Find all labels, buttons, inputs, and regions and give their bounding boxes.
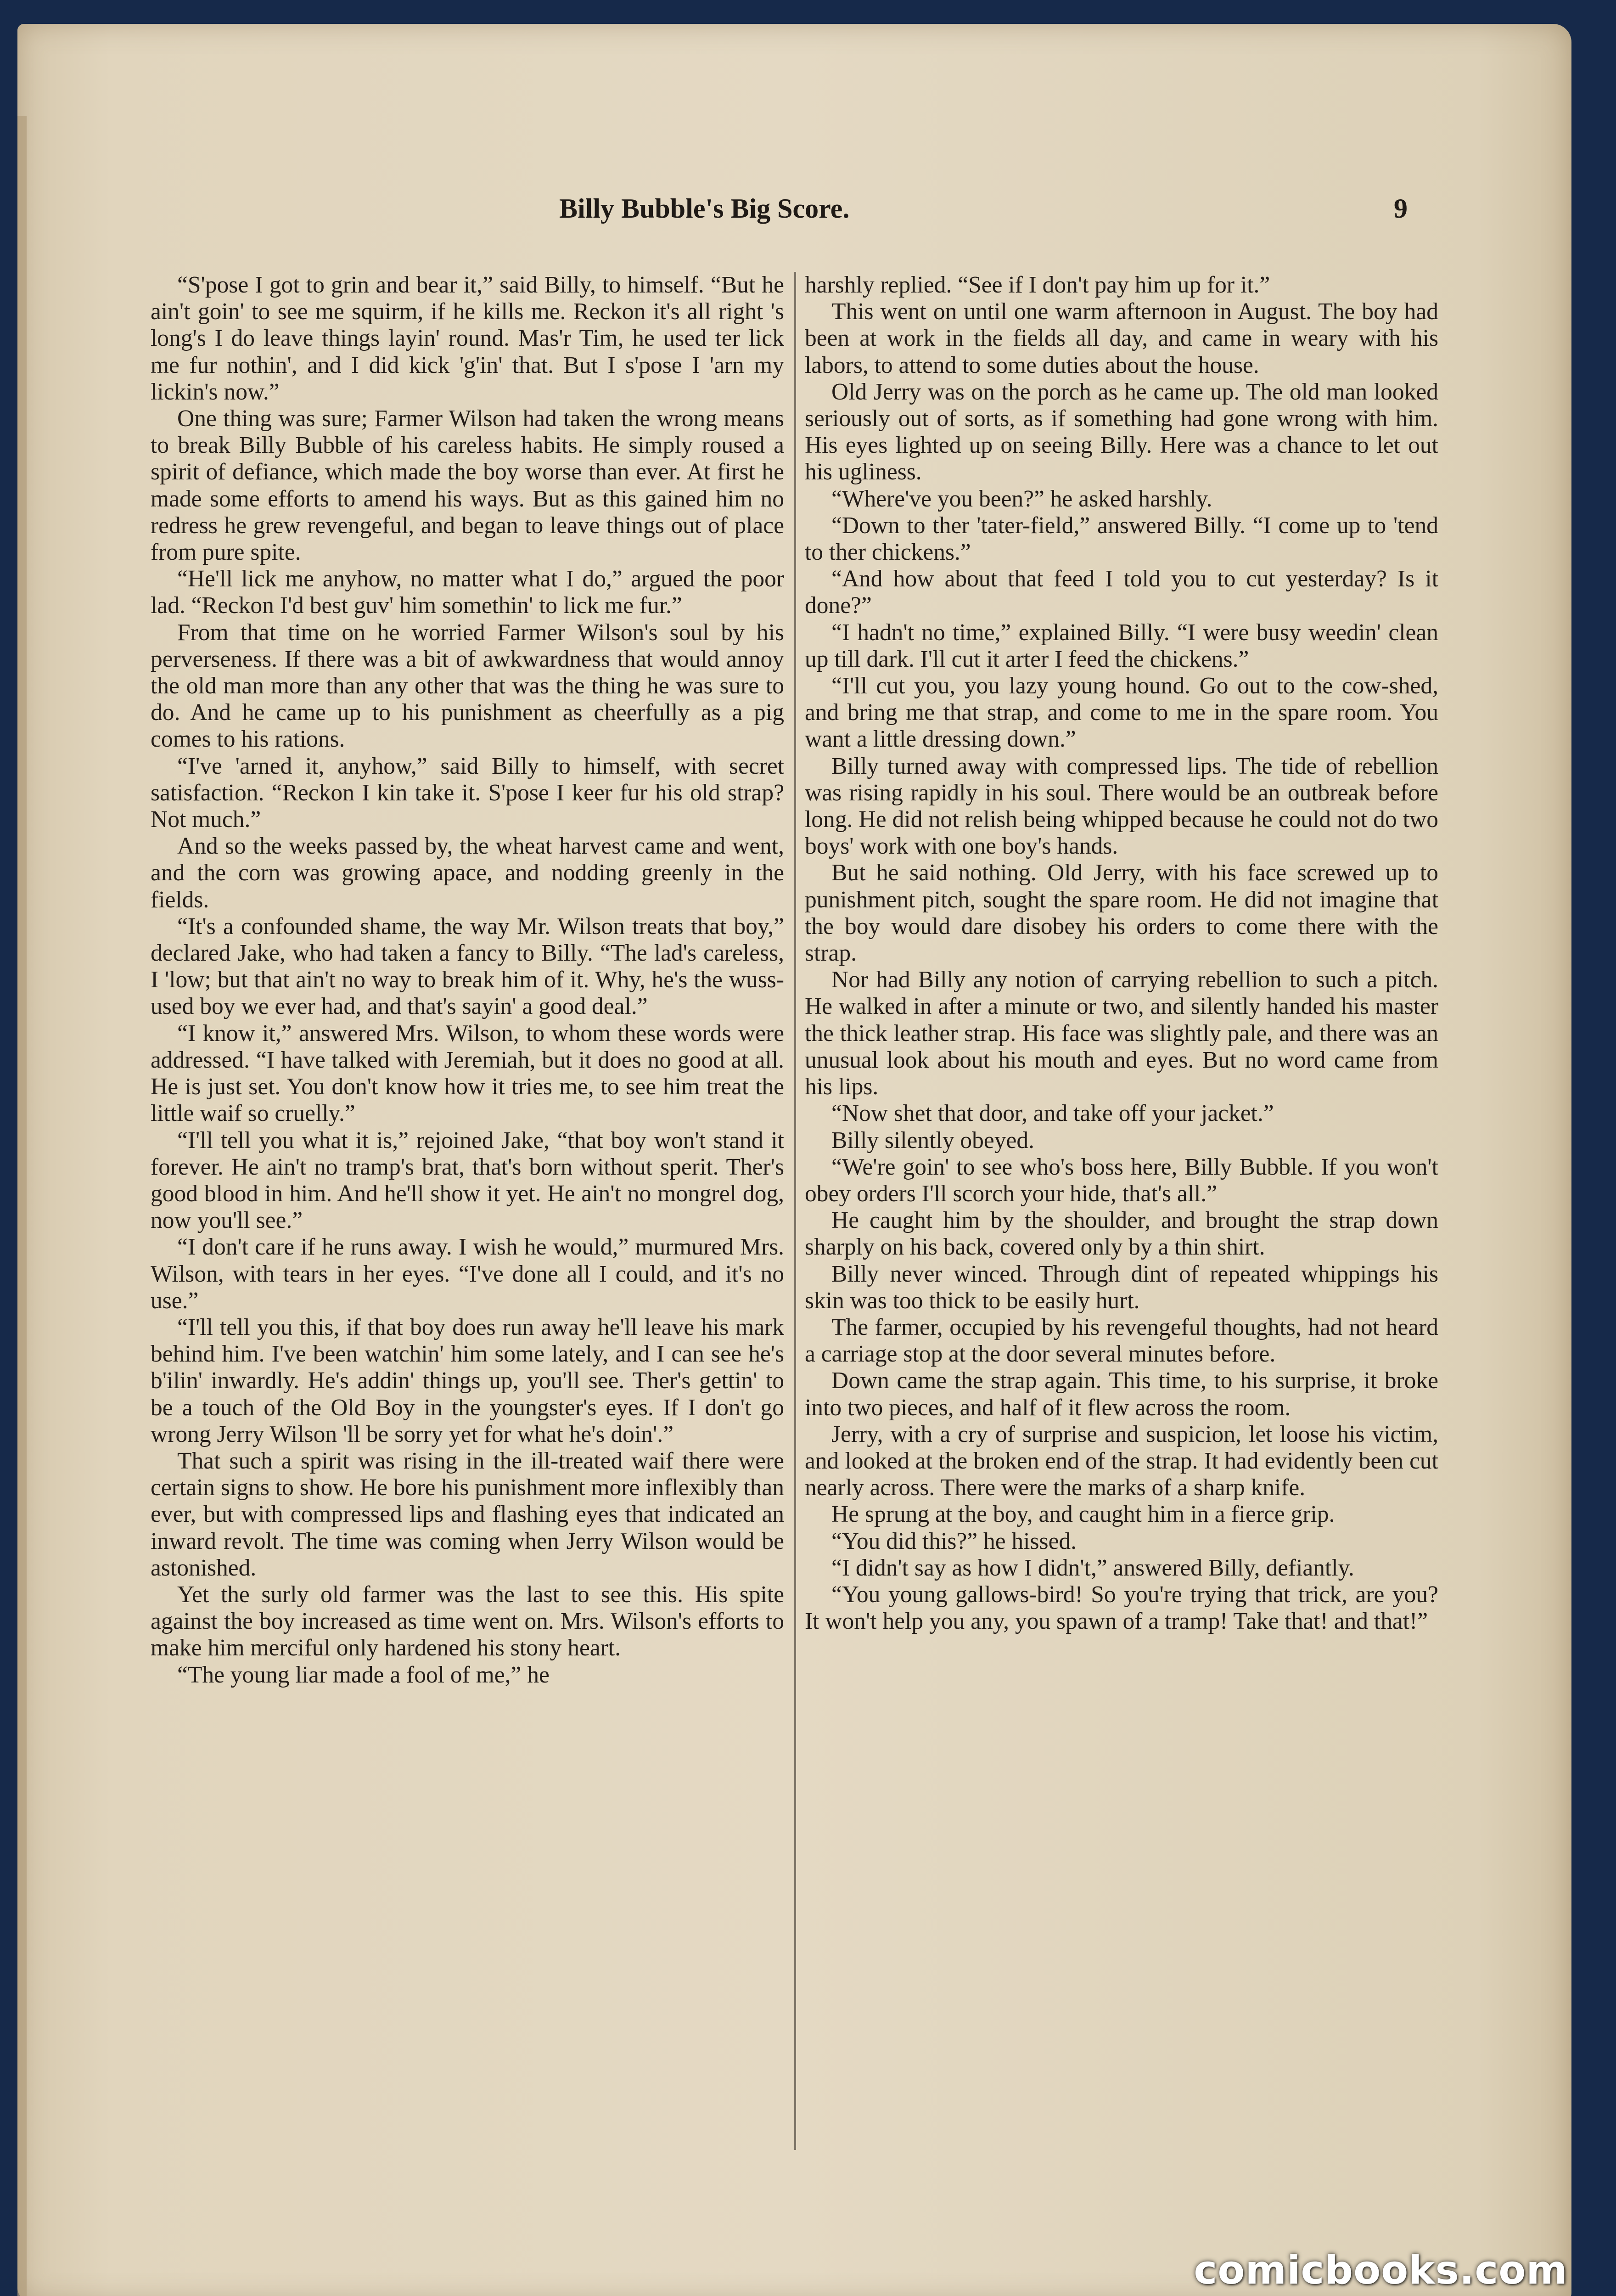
paragraph: “I hadn't no time,” explained Billy. “I were busy weedin' clean up till dark. I'll cut it arter I feed the chickens.” [805,619,1438,672]
paragraph: “I've 'arned it, anyhow,” said Billy to himself, with secret satisfaction. “Reckon I kin take it. S'pose I keer fur his old strap? Not much.” [151,753,784,833]
paragraph: Billy never winced. Through dint of repeated whippings his skin was too thick to be easily hurt. [805,1261,1438,1314]
paragraph: “I don't care if he runs away. I wish he would,” murmured Mrs. Wilson, with tears in her eyes. “I've done all I could, and it's no use.” [151,1234,784,1314]
paragraph: Yet the surly old farmer was the last to see this. His spite against the boy increased as time went on. Mrs. Wilson's efforts to make him merciful only hardened his stony heart. [151,1581,784,1661]
column-rule [794,272,796,2150]
paragraph: “I'll cut you, you lazy young hound. Go out to the cow-shed, and bring me that strap, and come to me in the spare room. You want a little dressing down.” [805,673,1438,753]
paragraph: That such a spirit was rising in the ill-treated waif there were certain signs to show. He bore his punishment more inflexibly than ever, but with compressed lips and flashing eyes that indicated an inward revolt. The time was coming when Jerry Wilson would be astonished. [151,1447,784,1581]
paragraph: Down came the strap again. This time, to his surprise, it broke into two pieces, and half of it flew across the room. [805,1367,1438,1421]
book-page [17,24,1571,2296]
page-header [17,193,1571,230]
paragraph: “You did this?” he hissed. [831,1528,1077,1554]
paragraph: Jerry, with a cry of surprise and suspicion, let loose his victim, and looked at the broken end of the strap. It had evidently been cut nearly across. There were the marks of a sharp knife. [805,1421,1438,1501]
watermark-text: comicbooks.com [1194,2247,1568,2293]
paragraph: Billy silently obeyed. [831,1127,1034,1154]
paragraph: Nor had Billy any notion of carrying rebellion to such a pitch. He walked in after a minute or two, and silently handed his master the thick leather strap. His face was slightly pale, and there was an unusual look about his mouth and eyes. But no word came from his lips. [805,967,1438,1100]
paragraph: “S'pose I got to grin and bear it,” said Billy, to himself. “But he ain't goin' to see me squirm, if he kills me. Reckon it's all right 's long's I do leave things layin' round. Mas'r Tim, he used ter lick me fur nothin', and I did kick 'g'in' that. But I s'pose I 'arn my lickin's now.” [151,272,784,405]
paragraph: “You young gallows-bird! So you're trying that trick, are you? It won't help you any, you spawn of a tramp! Take that! and that!” [805,1581,1438,1635]
left-column [151,272,784,1688]
paragraph: “We're goin' to see who's boss here, Billy Bubble. If you won't obey orders I'll scorch your hide, that's all.” [805,1154,1438,1207]
paragraph: But he said nothing. Old Jerry, with his face screwed up to punishment pitch, sought the spare room. He did not imagine that the boy would dare disobey his orders to come there with the strap. [805,860,1438,967]
paragraph: He caught him by the shoulder, and brought the strap down sharply on his back, covered only by a thin shirt. [805,1207,1438,1261]
paragraph: “It's a confounded shame, the way Mr. Wilson treats that boy,” declared Jake, who had taken a fancy to Billy. “The lad's careless, I 'low; but that ain't no way to break him of it. Why, he's the wuss-used boy we ever had, and that's sayin' a good deal.” [151,913,784,1020]
paragraph: From that time on he worried Farmer Wilson's soul by his perverseness. If there was a bit of awkwardness that would annoy the old man more than any other that was the thing he was sure to do. And he came up to his punishment as cheerfully as a pig comes to his rations. [151,619,784,753]
paragraph: “And how about that feed I told you to cut yesterday? Is it done?” [805,566,1438,619]
running-title: Billy Bubble's Big Score. [559,193,850,224]
paragraph: “I didn't say as how I didn't,” answered Billy, defiantly. [831,1554,1354,1581]
paragraph: The farmer, occupied by his revengeful thoughts, had not heard a carriage stop at the door several minutes before. [805,1314,1438,1367]
paragraph: And so the weeks passed by, the wheat harvest came and went, and the corn was growing apace, and nodding greenly in the fields. [151,833,784,913]
paragraph: “He'll lick me anyhow, no matter what I do,” argued the poor lad. “Reckon I'd best guv' him somethin' to lick me fur.” [151,566,784,619]
paragraph: Old Jerry was on the porch as he came up. The old man looked seriously out of sorts, as if something had gone wrong with him. His eyes lighted up on seeing Billy. Here was a chance to let out his ugliness. [805,378,1438,485]
paragraph: “Down to ther 'tater-field,” answered Billy. “I come up to 'tend to ther chickens.” [805,512,1438,566]
paragraph: One thing was sure; Farmer Wilson had taken the wrong means to break Billy Bubble of his careless habits. He simply roused a spirit of defiance, which made the boy worse than ever. At first he made some efforts to amend his ways. But as this gained him no redress he grew revengeful, and began to leave things out of place from pure spite. [151,405,784,566]
paragraph: harshly replied. “See if I don't pay him up for it.” [805,272,1270,298]
right-column [805,272,1438,1635]
paragraph: This went on until one warm afternoon in August. The boy had been at work in the fields all day, and came in weary with his labors, to attend to some duties about the house. [805,298,1438,378]
paragraph: Billy turned away with compressed lips. The tide of rebellion was rising rapidly in his soul. There would be an outbreak before long. He did not relish being whipped because he could not do two boys' work with one boy's hands. [805,753,1438,860]
page-spine-edge [17,116,27,2296]
paragraph: “I'll tell you this, if that boy does run away he'll leave his mark behind him. I've been watchin' him some lately, and I can see he's b'ilin' inwardly. He's addin' things up, you'll see. Ther's gettin' to be a touch of the Old Boy in the youngster's eyes. If I don't go wrong Jerry Wilson 'll be sorry yet for what he's doin'.” [151,1314,784,1447]
paragraph: “Where've you been?” he asked harshly. [831,485,1212,512]
paragraph: “I know it,” answered Mrs. Wilson, to whom these words were addressed. “I have talked with Jeremiah, but it does no good at all. He is just set. You don't know how it tries me, to see him treat the little waif so cruelly.” [151,1020,784,1127]
paragraph: “The young liar made a fool of me,” he [177,1661,550,1688]
paragraph: “Now shet that door, and take off your jacket.” [831,1100,1274,1127]
page-number: 9 [1394,193,1408,224]
paragraph: “I'll tell you what it is,” rejoined Jake, “that boy won't stand it forever. He ain't no tramp's brat, that's born without sperit. Ther's good blood in him. And he'll show it yet. He ain't no mongrel dog, now you'll see.” [151,1127,784,1234]
paragraph: He sprung at the boy, and caught him in a fierce grip. [831,1501,1335,1528]
